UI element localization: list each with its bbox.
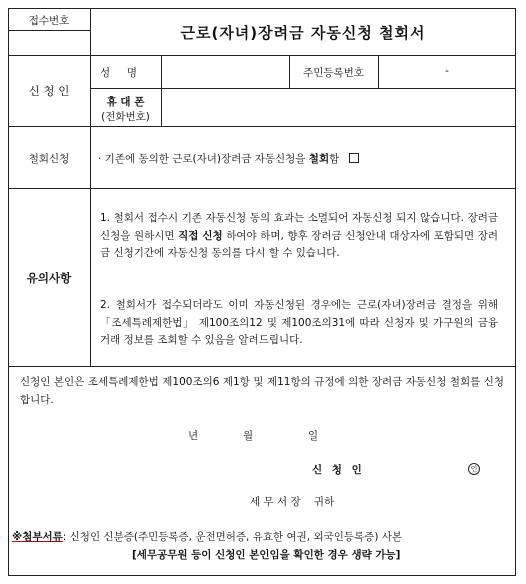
notice-item-2: 2. 철회서가 접수되더라도 이미 자동신청된 경우에는 근로(자녀)장려금 결정을 위해 「조세특례제한법」 제100조의12 및 제100조의31에 따라 신청자 및 가구원의 금융거래 정보를 조회할 수 있음을 알려드립니다. <box>100 299 498 346</box>
divider <box>8 366 516 367</box>
divider <box>90 126 91 366</box>
declaration-text: 신청인 본인은 조세특례제한법 제100조의6 제1항 및 제11항의 규정에 의한 장려금 자동신청 철회를 신청합니다. <box>20 376 504 406</box>
recipient-line: 세 무 서 장 귀하 <box>250 496 335 508</box>
notice-item-1 <box>100 210 498 263</box>
divider <box>8 126 516 127</box>
withdrawal-section-label <box>8 151 90 166</box>
notice-item-1-text-b: 하여야 하며, 향후 장려금 신청안내 대상자에 포함되면 장려금 신청기간에 자동신청 동의를 다시 할 수 있습니다. <box>100 229 498 259</box>
phone-field[interactable] <box>162 89 515 125</box>
divider <box>8 30 90 31</box>
date-line <box>188 428 338 444</box>
withdrawal-statement <box>98 151 508 166</box>
seal-icon: 인 <box>468 463 480 475</box>
divider <box>8 188 516 189</box>
attachments-text-1: : 신청인 신분증(주민등록증, 운전면허증, 유효한 여권, 외국인등록증) 사본 <box>62 531 403 543</box>
withdrawal-text-end: 함 <box>329 153 340 165</box>
seal-mark[interactable] <box>468 462 480 475</box>
withdrawal-text-bold: 철회 <box>308 153 330 165</box>
phone-sub-label: (전화번호) <box>101 111 150 123</box>
day-label: 일 <box>308 430 319 442</box>
applicant-section-label: 신 청 인 <box>28 84 70 98</box>
rrn-field[interactable]: - <box>445 65 449 77</box>
phone-label: 휴 대 폰 <box>106 96 145 108</box>
attachments-label: ※첨부서류 <box>12 531 63 543</box>
month-label: 월 <box>243 430 254 442</box>
form-title: 근로(자녀)장려금 자동신청 철회서 <box>180 24 426 42</box>
applicant-signature-label: 신 청 인 <box>312 464 365 476</box>
name-field[interactable] <box>162 56 288 87</box>
name-label: 성 명 <box>100 67 137 79</box>
withdrawal-label-text: 철회신청 <box>28 153 70 165</box>
withdrawal-checkbox[interactable] <box>349 153 359 163</box>
receipt-no-label: 접수번호 <box>28 15 70 27</box>
attachments-line-2: [세무공무원 등이 신청인 본인임을 확인한 경우 생략 가능] <box>132 549 401 561</box>
notice-section-label: 유의사항 <box>26 271 72 285</box>
notice-item-1-bold: 직접 신청 <box>178 229 223 242</box>
year-label: 년 <box>188 430 199 442</box>
withdrawal-text: · 기존에 동의한 근로(자녀)장려금 자동신청을 <box>98 153 309 165</box>
notice-item-1-text-a: 1. 철회서 접수시 기존 자동신청 동의 효과는 소멸되어 자동신청 되지 않습니다. 장려금 신청을 원하시면 <box>100 212 498 242</box>
rrn-label: 주민등록번호 <box>303 67 364 79</box>
attachments-line-1 <box>12 529 512 544</box>
